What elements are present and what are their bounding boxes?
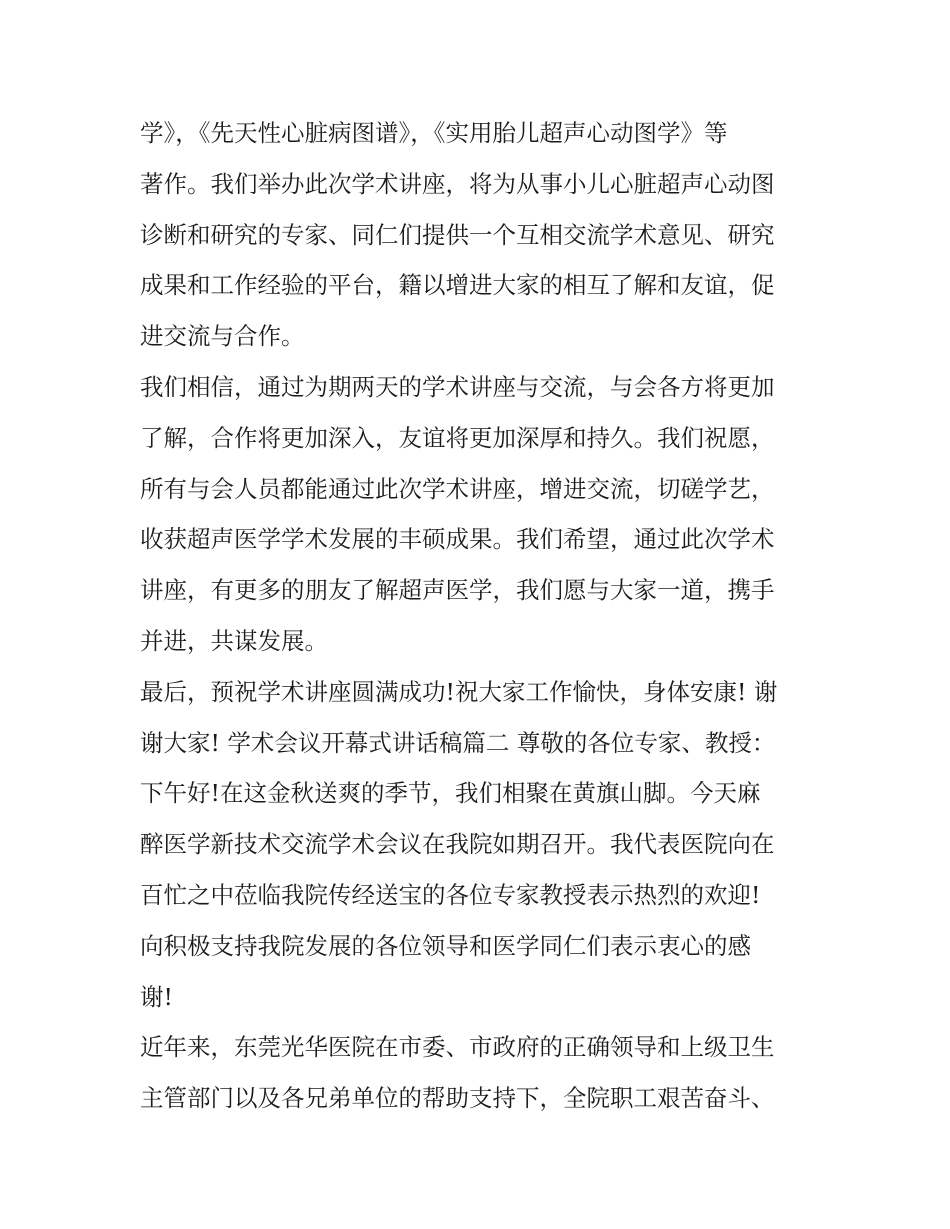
text-line: 学》，《先天性心脏病图谱》，《实用胎儿超声心动图学》等 [140, 119, 728, 147]
text-line: 所有与会人员都能通过此次学术讲座，增进交流，切磋学艺， [140, 474, 775, 503]
text-line: 百忙之中莅临我院传经送宝的各位专家教授表示热烈的欢迎! [140, 880, 761, 909]
text-line: 最后，预祝学术讲座圆满成功!祝大家工作愉快，身体安康! 谢 [140, 677, 778, 706]
document-body [140, 108, 812, 1124]
text-line: 收获超声医学学术发展的丰硕成果。我们希望，通过此次学术 [140, 525, 775, 554]
text-line: 近年来，东莞光华医院在市委、市政府的正确领导和上级卫生 [140, 1033, 775, 1062]
text-line: 了解，合作将更加深入，友谊将更加深厚和持久。我们祝愿， [140, 423, 775, 452]
text-line: 醉医学新技术交流学术会议在我院如期召开。我代表医院向在 [140, 830, 775, 859]
text-line: 下午好!在这金秋送爽的季节，我们相聚在黄旗山脚。今天麻 [140, 779, 761, 808]
text-line: 成果和工作经验的平台，籍以增进大家的相互了解和友谊，促 [140, 271, 775, 300]
text-line: 著作。我们举办此次学术讲座，将为从事小儿心脏超声心动图 [140, 169, 775, 198]
text-line: 主管部门以及各兄弟单位的帮助支持下，全院职工艰苦奋斗、 [140, 1084, 775, 1113]
text-line: 进交流与合作。 [140, 322, 305, 351]
text-line: 谢! [140, 982, 173, 1011]
text-line: 并进，共谋发展。 [140, 626, 328, 655]
text-line: 讲座，有更多的朋友了解超声医学，我们愿与大家一道，携手 [140, 576, 775, 605]
text-line: 我们相信，通过为期两天的学术讲座与交流，与会各方将更加 [140, 372, 775, 401]
text-line: 向积极支持我院发展的各位领导和医学同仁们表示衷心的感 [140, 931, 751, 960]
text-line: 谢大家! 学术会议开幕式讲话稿篇二 尊敬的各位专家、教授： [140, 728, 776, 757]
text-line: 诊断和研究的专家、同仁们提供一个互相交流学术意见、研究 [140, 220, 775, 249]
